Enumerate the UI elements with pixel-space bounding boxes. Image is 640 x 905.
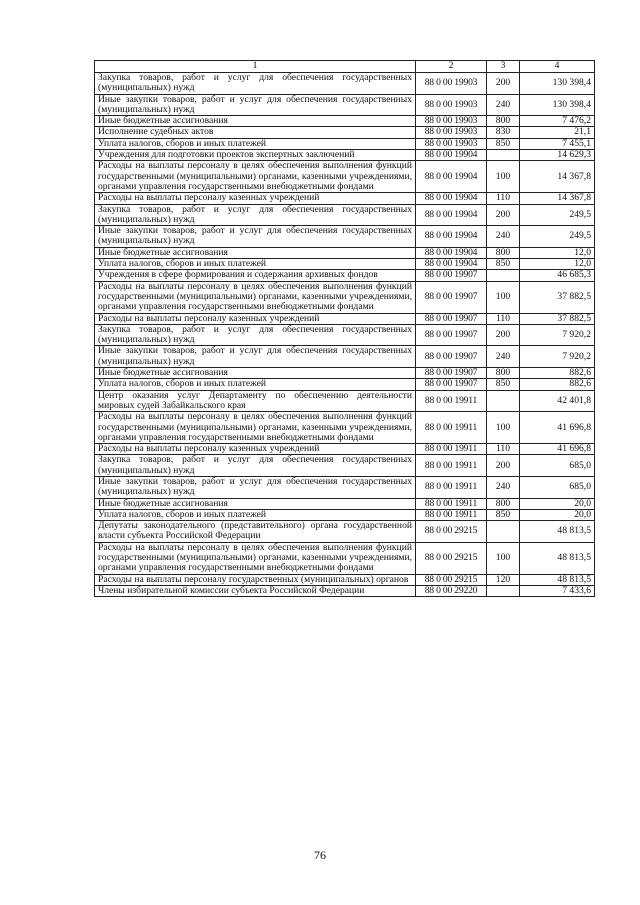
table-body <box>95 73 595 597</box>
table-row <box>95 281 595 313</box>
table-row <box>95 73 595 95</box>
expense-type-code-cell: 100 <box>487 161 520 193</box>
target-article-code-cell: 88 0 00 19903 <box>416 127 487 138</box>
amount-cell: 685,0 <box>520 476 595 498</box>
header-col-3: 3 <box>487 61 520 73</box>
expense-name-cell: Иные закупки товаров, работ и услуг для обеспечения государственных (муниципальных) нужд <box>95 226 416 248</box>
expense-name-cell: Расходы на выплаты персоналу в целях обеспечения выполнения функций государственными (муниципальными) органами, казенными учреждениями, органами управления государственными внебюджетными фондами <box>95 412 416 444</box>
page-number: 76 <box>314 848 326 862</box>
target-article-code-cell: 88 0 00 19911 <box>416 412 487 444</box>
expense-type-code-cell: 200 <box>487 204 520 226</box>
target-article-code-cell: 88 0 00 19903 <box>416 73 487 95</box>
expense-name-cell: Уплата налогов, сборов и иных платежей <box>95 138 416 149</box>
target-article-code-cell: 88 0 00 19904 <box>416 259 487 270</box>
expense-name-cell: Иные закупки товаров, работ и услуг для обеспечения государственных (муниципальных) нужд <box>95 476 416 498</box>
expense-name-cell: Уплата налогов, сборов и иных платежей <box>95 509 416 520</box>
amount-cell: 46 685,3 <box>520 270 595 281</box>
expense-type-code-cell: 110 <box>487 193 520 204</box>
expense-type-code-cell: 240 <box>487 226 520 248</box>
expense-name-cell: Уплата налогов, сборов и иных платежей <box>95 259 416 270</box>
expense-name-cell: Иные бюджетные ассигнования <box>95 247 416 258</box>
target-article-code-cell: 88 0 00 19903 <box>416 116 487 127</box>
expense-type-code-cell: 200 <box>487 455 520 477</box>
expense-type-code-cell: 200 <box>487 73 520 95</box>
expense-name-cell: Иные бюджетные ассигнования <box>95 368 416 379</box>
amount-cell: 249,5 <box>520 226 595 248</box>
amount-cell: 882,6 <box>520 368 595 379</box>
amount-cell: 12,0 <box>520 259 595 270</box>
expense-type-code-cell <box>487 585 520 596</box>
expense-name-cell: Депутаты законодательного (представительного) органа государственной власти субъекта Российской Федерации <box>95 521 416 543</box>
amount-cell: 14 367,8 <box>520 193 595 204</box>
expense-type-code-cell <box>487 270 520 281</box>
table-row <box>95 542 595 574</box>
amount-cell: 14 629,3 <box>520 150 595 161</box>
table-row <box>95 94 595 116</box>
target-article-code-cell: 88 0 00 19907 <box>416 346 487 368</box>
target-article-code-cell: 88 0 00 19911 <box>416 390 487 412</box>
table-row <box>95 324 595 346</box>
target-article-code-cell: 88 0 00 19907 <box>416 281 487 313</box>
expense-name-cell: Закупка товаров, работ и услуг для обеспечения государственных (муниципальных) нужд <box>95 204 416 226</box>
table-row <box>95 247 595 258</box>
target-article-code-cell: 88 0 00 19904 <box>416 150 487 161</box>
expense-name-cell: Иные бюджетные ассигнования <box>95 498 416 509</box>
expense-type-code-cell: 240 <box>487 346 520 368</box>
table-row <box>95 476 595 498</box>
expense-name-cell: Расходы на выплаты персоналу казенных учреждений <box>95 193 416 204</box>
expense-type-code-cell: 100 <box>487 281 520 313</box>
expense-type-code-cell: 800 <box>487 498 520 509</box>
header-col-1: 1 <box>95 61 416 73</box>
expense-type-code-cell: 240 <box>487 94 520 116</box>
amount-cell: 7 476,2 <box>520 116 595 127</box>
table-row <box>95 346 595 368</box>
expense-name-cell: Расходы на выплаты персоналу казенных учреждений <box>95 444 416 455</box>
table-row <box>95 161 595 193</box>
table-row <box>95 313 595 324</box>
amount-cell: 21,1 <box>520 127 595 138</box>
table-row <box>95 509 595 520</box>
amount-cell: 37 882,5 <box>520 281 595 313</box>
expense-type-code-cell: 110 <box>487 444 520 455</box>
expense-name-cell: Иные бюджетные ассигнования <box>95 116 416 127</box>
expense-name-cell: Закупка товаров, работ и услуг для обеспечения государственных (муниципальных) нужд <box>95 73 416 95</box>
table-row <box>95 270 595 281</box>
target-article-code-cell: 88 0 00 19903 <box>416 94 487 116</box>
table-row <box>95 412 595 444</box>
target-article-code-cell: 88 0 00 19904 <box>416 161 487 193</box>
expense-type-code-cell <box>487 390 520 412</box>
table-row <box>95 498 595 509</box>
amount-cell: 48 813,5 <box>520 574 595 585</box>
table-row <box>95 521 595 543</box>
target-article-code-cell: 88 0 00 19907 <box>416 324 487 346</box>
amount-cell: 20,0 <box>520 509 595 520</box>
target-article-code-cell: 88 0 00 19904 <box>416 226 487 248</box>
amount-cell: 48 813,5 <box>520 521 595 543</box>
amount-cell: 249,5 <box>520 204 595 226</box>
target-article-code-cell: 88 0 00 19903 <box>416 138 487 149</box>
target-article-code-cell: 88 0 00 19904 <box>416 204 487 226</box>
table-row <box>95 259 595 270</box>
expense-name-cell: Иные закупки товаров, работ и услуг для обеспечения государственных (муниципальных) нужд <box>95 346 416 368</box>
expense-name-cell: Расходы на выплаты персоналу государственных (муниципальных) органов <box>95 574 416 585</box>
table-row <box>95 379 595 390</box>
amount-cell: 12,0 <box>520 247 595 258</box>
expense-type-code-cell <box>487 521 520 543</box>
expense-name-cell: Уплата налогов, сборов и иных платежей <box>95 379 416 390</box>
budget-table <box>94 60 595 597</box>
expense-type-code-cell: 850 <box>487 259 520 270</box>
expense-type-code-cell: 120 <box>487 574 520 585</box>
expense-type-code-cell: 110 <box>487 313 520 324</box>
table-row <box>95 390 595 412</box>
expense-type-code-cell: 800 <box>487 368 520 379</box>
target-article-code-cell: 88 0 00 19907 <box>416 379 487 390</box>
target-article-code-cell: 88 0 00 19904 <box>416 193 487 204</box>
expense-type-code-cell: 850 <box>487 509 520 520</box>
table-row <box>95 444 595 455</box>
expense-name-cell: Закупка товаров, работ и услуг для обеспечения государственных (муниципальных) нужд <box>95 455 416 477</box>
amount-cell: 685,0 <box>520 455 595 477</box>
target-article-code-cell: 88 0 00 19911 <box>416 498 487 509</box>
table-row <box>95 455 595 477</box>
table-row <box>95 204 595 226</box>
expense-type-code-cell: 850 <box>487 138 520 149</box>
expense-name-cell: Расходы на выплаты персоналу в целях обеспечения выполнения функций государственными (муниципальными) органами, казенными учреждениями, органами управления государственными внебюджетными фондами <box>95 542 416 574</box>
amount-cell: 7 920,2 <box>520 324 595 346</box>
target-article-code-cell: 88 0 00 19907 <box>416 313 487 324</box>
target-article-code-cell: 88 0 00 19911 <box>416 444 487 455</box>
table-row <box>95 150 595 161</box>
target-article-code-cell: 88 0 00 29220 <box>416 585 487 596</box>
header-col-4: 4 <box>520 61 595 73</box>
target-article-code-cell: 88 0 00 19904 <box>416 247 487 258</box>
target-article-code-cell: 88 0 00 19911 <box>416 455 487 477</box>
budget-table-container <box>94 60 594 597</box>
amount-cell: 882,6 <box>520 379 595 390</box>
table-row <box>95 116 595 127</box>
header-col-2: 2 <box>416 61 487 73</box>
target-article-code-cell: 88 0 00 19907 <box>416 368 487 379</box>
target-article-code-cell: 88 0 00 19911 <box>416 509 487 520</box>
expense-type-code-cell: 800 <box>487 247 520 258</box>
target-article-code-cell: 88 0 00 19907 <box>416 270 487 281</box>
table-row <box>95 368 595 379</box>
amount-cell: 41 696,8 <box>520 412 595 444</box>
expense-type-code-cell <box>487 150 520 161</box>
table-row <box>95 574 595 585</box>
amount-cell: 41 696,8 <box>520 444 595 455</box>
expense-name-cell: Учреждения для подготовки проектов экспертных заключений <box>95 150 416 161</box>
expense-name-cell: Расходы на выплаты персоналу в целях обеспечения выполнения функций государственными (муниципальными) органами, казенными учреждениями, органами управления государственными внебюджетными фондами <box>95 281 416 313</box>
table-header-row <box>95 61 595 73</box>
table-row <box>95 127 595 138</box>
amount-cell: 130 398,4 <box>520 94 595 116</box>
expense-name-cell: Закупка товаров, работ и услуг для обеспечения государственных (муниципальных) нужд <box>95 324 416 346</box>
target-article-code-cell: 88 0 00 29215 <box>416 574 487 585</box>
expense-type-code-cell: 800 <box>487 116 520 127</box>
table-row <box>95 193 595 204</box>
amount-cell: 130 398,4 <box>520 73 595 95</box>
amount-cell: 48 813,5 <box>520 542 595 574</box>
expense-name-cell: Члены избирательной комиссии субъекта Российской Федерации <box>95 585 416 596</box>
expense-name-cell: Расходы на выплаты персоналу в целях обеспечения выполнения функций государственными (муниципальными) органами, казенными учреждениями, органами управления государственными внебюджетными фондами <box>95 161 416 193</box>
table-row <box>95 585 595 596</box>
expense-type-code-cell: 830 <box>487 127 520 138</box>
expense-type-code-cell: 100 <box>487 412 520 444</box>
amount-cell: 7 455,1 <box>520 138 595 149</box>
amount-cell: 20,0 <box>520 498 595 509</box>
expense-type-code-cell: 850 <box>487 379 520 390</box>
expense-type-code-cell: 200 <box>487 324 520 346</box>
expense-name-cell: Центр оказания услуг Департаменту по обеспечению деятельности мировых судей Забайкальского края <box>95 390 416 412</box>
amount-cell: 14 367,8 <box>520 161 595 193</box>
amount-cell: 7 920,2 <box>520 346 595 368</box>
target-article-code-cell: 88 0 00 29215 <box>416 542 487 574</box>
target-article-code-cell: 88 0 00 29215 <box>416 521 487 543</box>
expense-type-code-cell: 100 <box>487 542 520 574</box>
expense-name-cell: Расходы на выплаты персоналу казенных учреждений <box>95 313 416 324</box>
amount-cell: 7 433,6 <box>520 585 595 596</box>
expense-type-code-cell: 240 <box>487 476 520 498</box>
table-row <box>95 138 595 149</box>
expense-name-cell: Исполнение судебных актов <box>95 127 416 138</box>
table-row <box>95 226 595 248</box>
expense-name-cell: Иные закупки товаров, работ и услуг для обеспечения государственных (муниципальных) нужд <box>95 94 416 116</box>
expense-name-cell: Учреждения в сфере формирования и содержания архивных фондов <box>95 270 416 281</box>
target-article-code-cell: 88 0 00 19911 <box>416 476 487 498</box>
amount-cell: 37 882,5 <box>520 313 595 324</box>
amount-cell: 42 401,8 <box>520 390 595 412</box>
